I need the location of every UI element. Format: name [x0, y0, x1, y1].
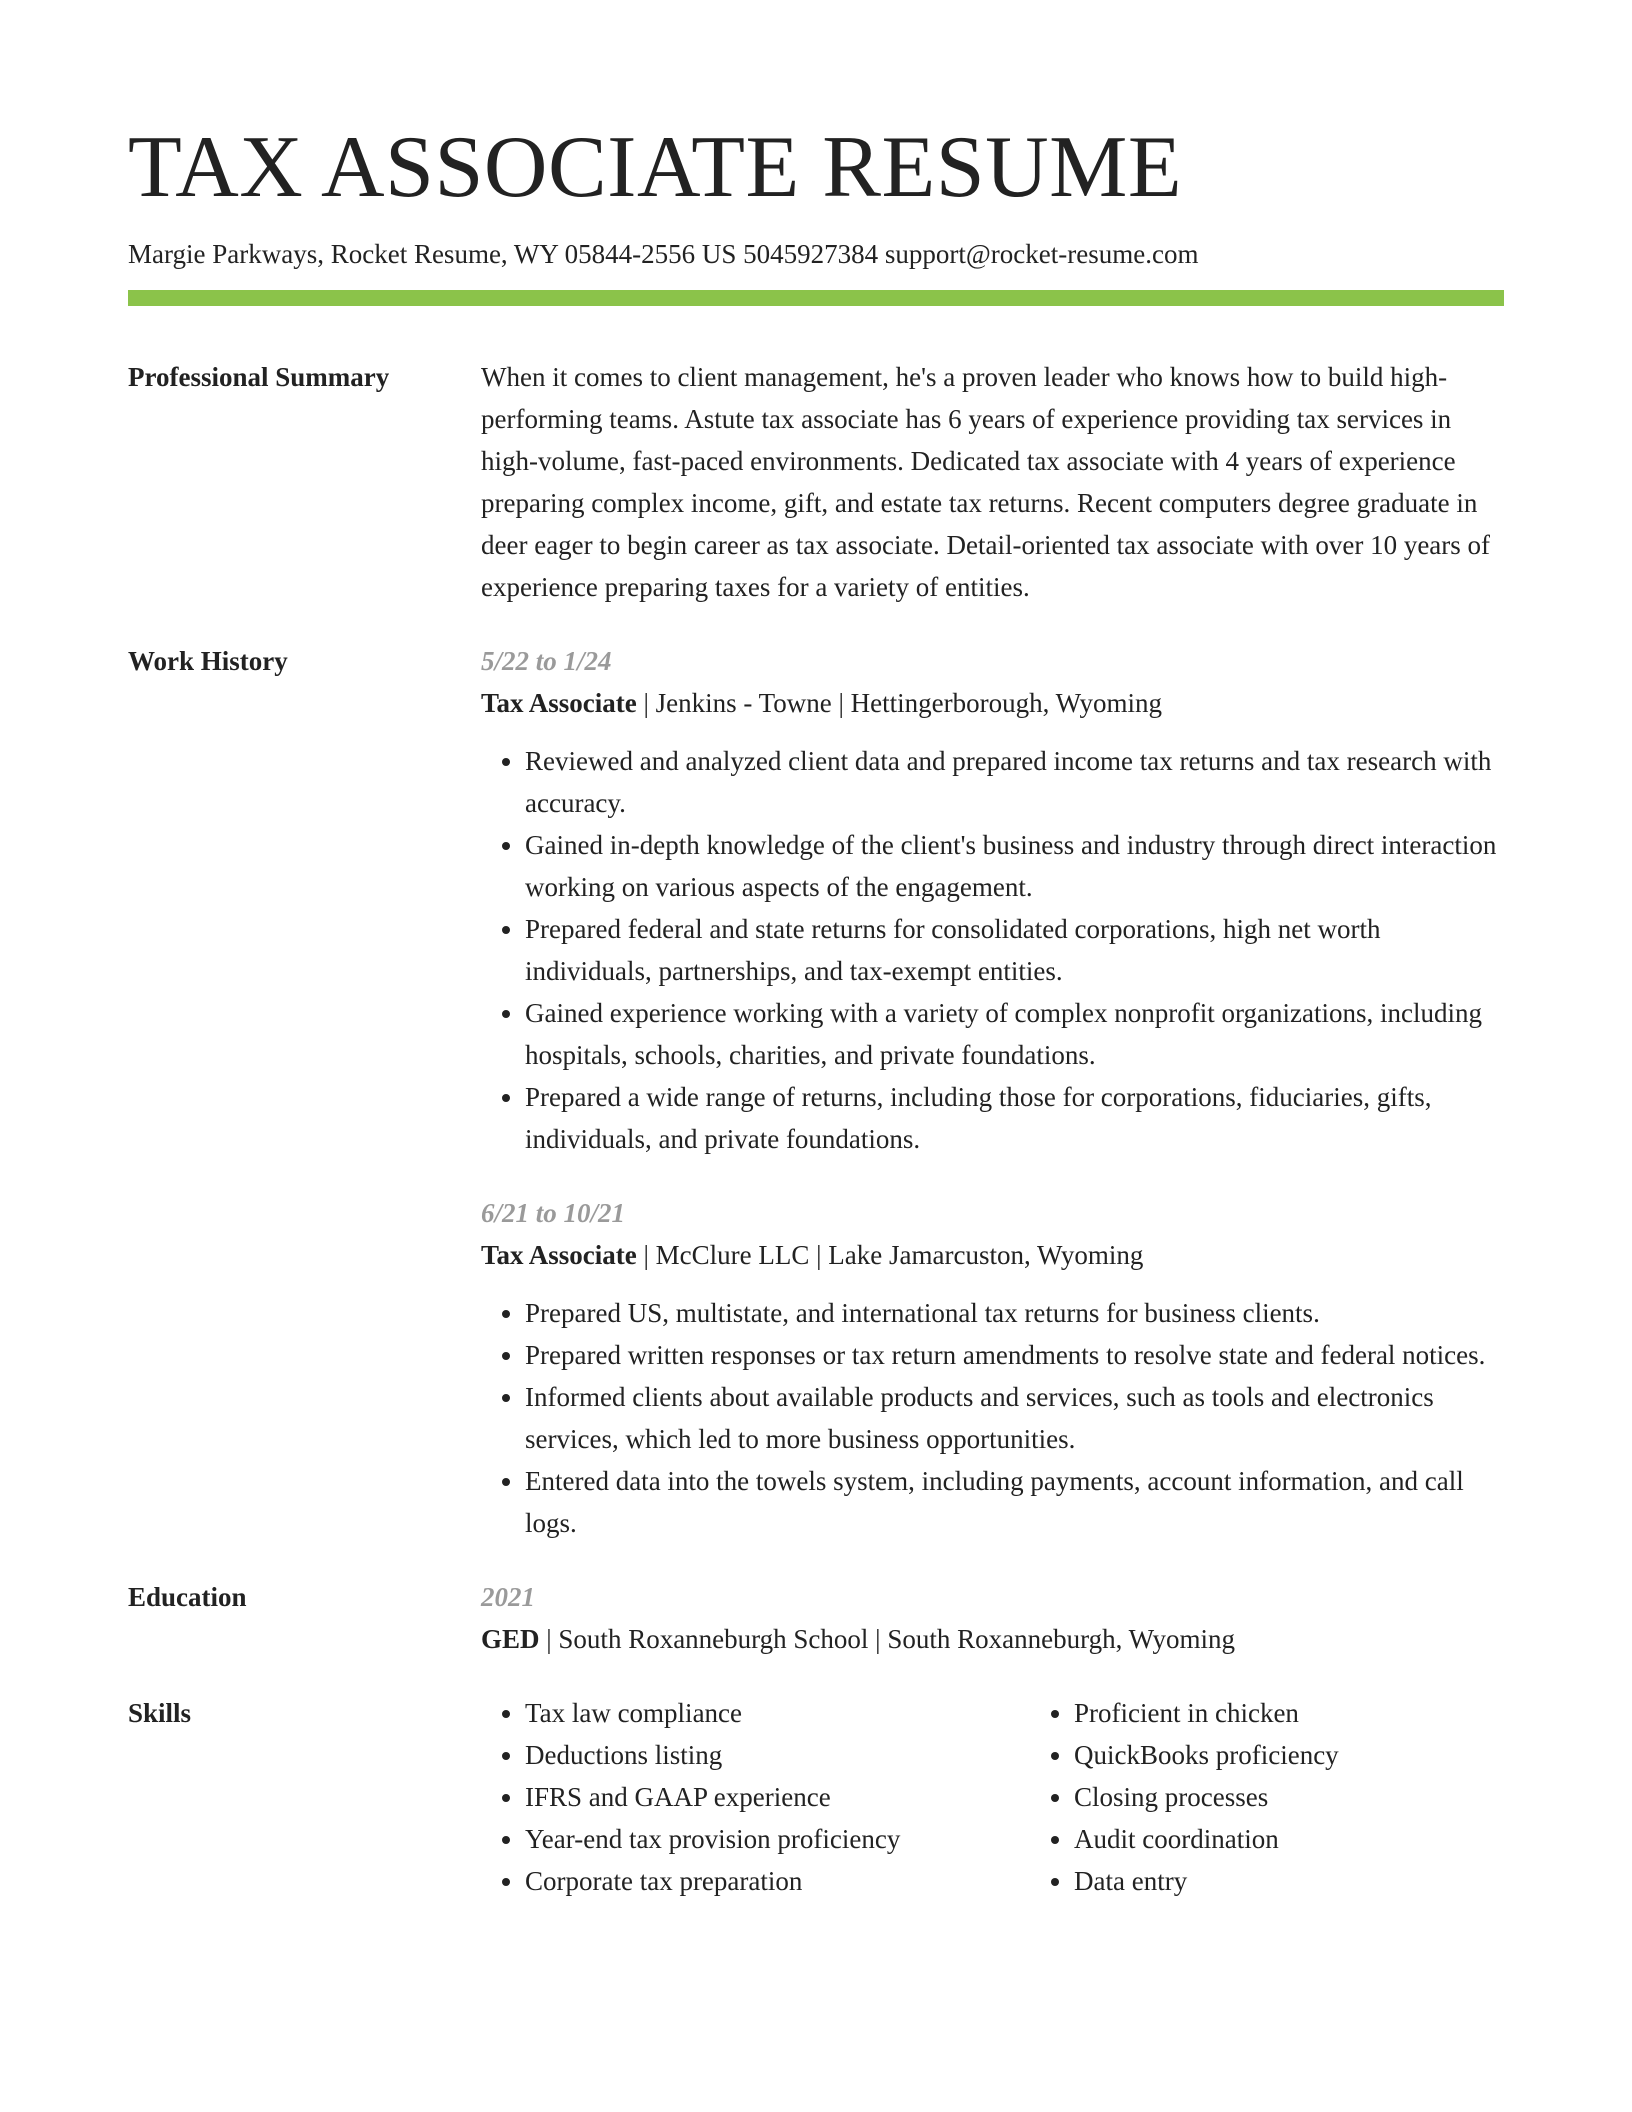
job-bullets	[481, 1292, 1504, 1544]
education-heading: Education	[128, 1582, 247, 1612]
list-item: • Prepared federal and state returns for consolidated corporations, high net worth individuals, partnerships, and tax-exempt entities.	[525, 908, 1504, 992]
job-dates: 5/22 to 1/24	[481, 646, 612, 676]
resume-title: TAX ASSOCIATE RESUME	[128, 119, 1183, 216]
education-heading-line	[481, 1618, 1504, 1660]
list-item: • Closing processes	[1074, 1776, 1339, 1818]
list-item: • Prepared written responses or tax return amendments to resolve state and federal notices.	[525, 1334, 1504, 1376]
skills-column-2	[1030, 1692, 1339, 1902]
work-history-heading: Work History	[128, 646, 288, 676]
job-details: | Jenkins - Towne | Hettingerborough, Wyoming	[636, 688, 1162, 718]
education-details: | South Roxanneburgh School | South Roxanneburgh, Wyoming	[539, 1624, 1235, 1654]
accent-divider	[128, 290, 1504, 306]
list-item: • Informed clients about available products and services, such as tools and electronics services, which led to more business opportunities.	[525, 1376, 1504, 1460]
list-item: • Gained experience working with a variety of complex nonprofit organizations, including hospitals, schools, charities, and private foundations.	[525, 992, 1504, 1076]
list-item: • QuickBooks proficiency	[1074, 1734, 1339, 1776]
job-heading	[481, 1234, 1504, 1276]
list-item: • Year-end tax provision proficiency	[525, 1818, 1030, 1860]
job-dates: 6/21 to 10/21	[481, 1198, 626, 1228]
job-heading	[481, 682, 1504, 724]
list-item: • Audit coordination	[1074, 1818, 1339, 1860]
job-bullets	[481, 740, 1504, 1160]
skills-section	[128, 1692, 1504, 1902]
list-item: • IFRS and GAAP experience	[525, 1776, 1030, 1818]
education-section	[128, 1576, 1504, 1660]
list-item: • Reviewed and analyzed client data and prepared income tax returns and tax research with accuracy.	[525, 740, 1504, 824]
list-item: • Proficient in chicken	[1074, 1692, 1339, 1734]
skills-heading: Skills	[128, 1698, 192, 1728]
contact-line: Margie Parkways, Rocket Resume, WY 05844-2556 US 5045927384 support@rocket-resume.com	[128, 239, 1199, 269]
summary-section	[128, 356, 1504, 608]
job-details: | McClure LLC | Lake Jamarcuston, Wyoming	[636, 1240, 1144, 1270]
skills-column-1	[481, 1692, 1030, 1902]
list-item: • Prepared US, multistate, and international tax returns for business clients.	[525, 1292, 1504, 1334]
education-year: 2021	[481, 1582, 535, 1612]
summary-text: When it comes to client management, he's a proven leader who knows how to build high-performing teams. Astute tax associate has 6 years of experience providing tax services in high-volume, fast-paced environments. Dedicated tax associate with 4 years of experience preparing complex income, gift, and estate tax returns. Recent computers degree graduate in deer eager to begin career as tax associate. Detail-oriented tax associate with over 10 years of experience preparing taxes for a variety of entities.	[481, 362, 1491, 602]
list-item: • Data entry	[1074, 1860, 1339, 1902]
list-item: • Entered data into the towels system, including payments, account information, and call logs.	[525, 1460, 1504, 1544]
job-title: Tax Associate	[481, 688, 637, 718]
list-item: • Gained in-depth knowledge of the client's business and industry through direct interaction working on various aspects of the engagement.	[525, 824, 1504, 908]
list-item: • Deductions listing	[525, 1734, 1030, 1776]
list-item: • Tax law compliance	[525, 1692, 1030, 1734]
skills-columns	[481, 1692, 1504, 1902]
list-item: • Corporate tax preparation	[525, 1860, 1030, 1902]
job-entry	[481, 1192, 1504, 1544]
summary-heading: Professional Summary	[128, 362, 390, 392]
job-title: Tax Associate	[481, 1240, 637, 1270]
work-history-section	[128, 640, 1504, 1544]
list-item: • Prepared a wide range of returns, including those for corporations, fiduciaries, gifts, individuals, and private foundations.	[525, 1076, 1504, 1160]
education-degree: GED	[481, 1624, 540, 1654]
job-entry	[481, 640, 1504, 1160]
